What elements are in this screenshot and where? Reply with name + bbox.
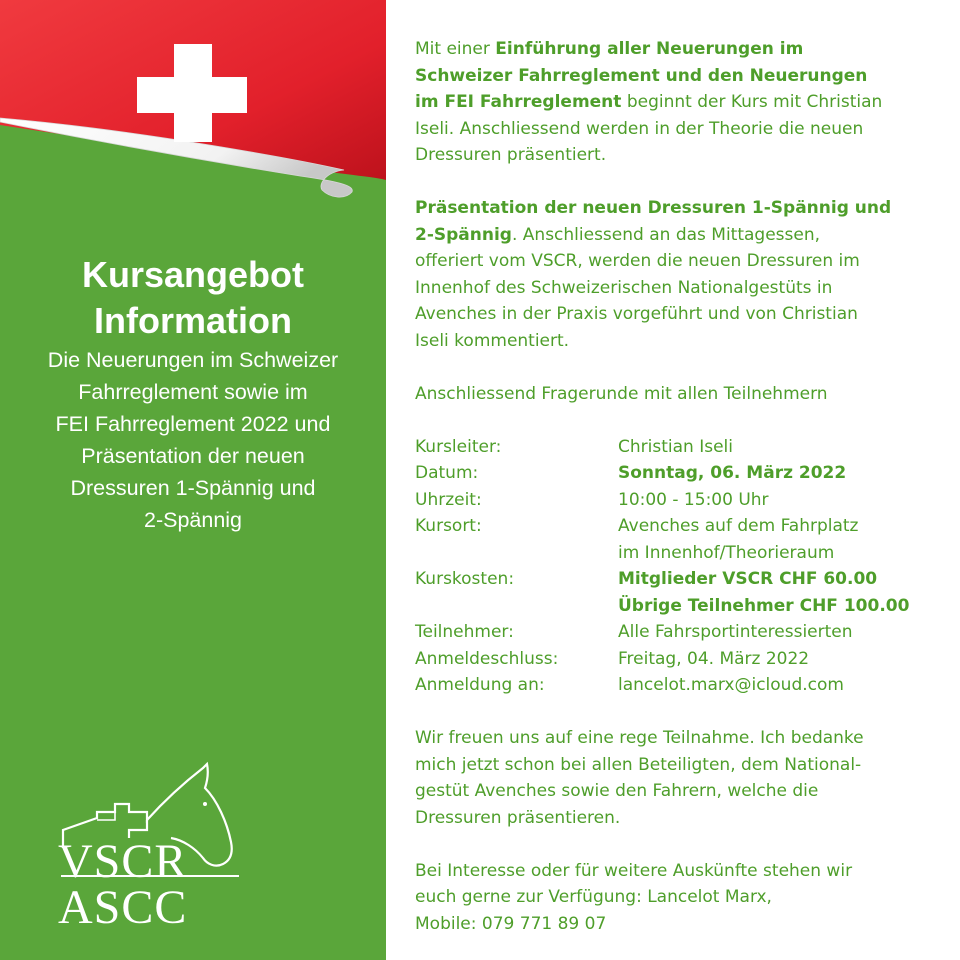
intro-text: beginnt der Kurs mit Christian xyxy=(621,92,883,112)
detail-row-uhrzeit xyxy=(415,487,945,514)
detail-value: Freitag, 04. März 2022 xyxy=(618,648,810,669)
logo-vscr: VSCR xyxy=(58,835,188,888)
contact-text: Bei Interesse oder für weitere Auskünfte stehen wir xyxy=(415,860,853,881)
detail-value: Christian Iseli xyxy=(618,436,733,457)
thanks-text: mich jetzt schon bei allen Beteiligten, dem National- xyxy=(415,754,862,775)
detail-value: Avenches auf dem Fahrplatz xyxy=(618,516,859,536)
detail-row-kurskosten xyxy=(415,566,945,593)
presentation-text: Iseli kommentiert. xyxy=(415,330,570,351)
detail-row-teilnehmer xyxy=(415,619,945,646)
detail-row-kursort-2 xyxy=(415,540,945,567)
detail-label: Kurskosten: xyxy=(415,569,515,589)
intro-paragraph xyxy=(415,36,945,169)
intro-text: Iseli. Anschliessend werden in der Theorie die neuen xyxy=(415,118,864,139)
presentation-text: Innenhof des Schweizerischen Nationalgestüts in xyxy=(415,277,833,298)
presentation-bold: 2-Spännig xyxy=(415,224,512,245)
content-column xyxy=(415,36,945,937)
subtitle-line: FEI Fahrreglement 2022 und xyxy=(55,412,331,436)
left-panel xyxy=(0,0,386,960)
detail-value: im Innenhof/Theorieraum xyxy=(618,542,835,563)
logo-ascc: ASCC xyxy=(58,881,188,934)
detail-label: Kursort: xyxy=(415,516,482,536)
intro-text: Dressuren präsentiert. xyxy=(415,145,607,165)
contact-paragraph xyxy=(415,858,945,938)
course-subtitle xyxy=(0,344,386,536)
presentation-text: . Anschliessend an das Mittagessen, xyxy=(511,224,821,245)
contact-text: Mobile: 079 771 89 07 xyxy=(415,913,607,934)
presentation-paragraph xyxy=(415,195,945,354)
detail-label: Anmeldeschluss: xyxy=(415,648,559,669)
thanks-text: Wir freuen uns auf eine rege Teilnahme. Ich bedanke xyxy=(415,728,864,748)
detail-value: Sonntag, 06. März 2022 xyxy=(618,463,847,483)
detail-label: Datum: xyxy=(415,463,479,483)
subtitle-line: Die Neuerungen im Schweizer xyxy=(47,348,339,372)
intro-text: Mit einer xyxy=(415,39,496,59)
subtitle-line: Fahrreglement sowie im xyxy=(78,380,308,404)
presentation-text: offeriert vom VSCR, werden die neuen Dressuren im xyxy=(415,251,860,271)
detail-label: Uhrzeit: xyxy=(415,489,482,510)
course-details xyxy=(415,434,945,699)
email-value: lancelot.marx@icloud.com xyxy=(618,675,844,695)
subtitle-line: 2-Spännig xyxy=(143,508,243,532)
detail-label: Teilnehmer: xyxy=(415,622,514,642)
detail-row-kursleiter xyxy=(415,434,945,461)
detail-label: Kursleiter: xyxy=(415,436,502,457)
detail-value: Alle Fahrsportinteressierten xyxy=(618,622,853,642)
detail-row-kurskosten-2 xyxy=(415,593,945,620)
detail-value: 10:00 - 15:00 Uhr xyxy=(618,489,769,510)
thanks-text: Dressuren präsentieren. xyxy=(415,807,621,828)
contact-text: euch gerne zur Verfügung: Lancelot Marx, xyxy=(415,887,772,907)
subtitle-line: Präsentation der neuen xyxy=(81,444,305,468)
thanks-text: gestüt Avenches sowie den Fahrern, welche die xyxy=(415,781,819,801)
detail-row-anmeldeschluss xyxy=(415,646,945,673)
questions-paragraph: Anschliessend Fragerunde mit allen Teilnehmern xyxy=(415,383,828,404)
detail-row-datum xyxy=(415,460,945,487)
subtitle-line: Dressuren 1-Spännig und xyxy=(70,476,316,500)
presentation-text: Avenches in der Praxis vorgeführt und von Christian xyxy=(415,304,858,324)
title-kursangebot: Kursangebot xyxy=(81,254,304,295)
intro-bold: im FEI Fahrreglement xyxy=(415,92,622,112)
detail-value: Mitglieder VSCR CHF 60.00 xyxy=(618,569,878,589)
presentation-bold: Präsentation der neuen Dressuren 1-Spännig und xyxy=(415,198,892,218)
detail-label: Anmeldung an: xyxy=(415,675,545,695)
intro-bold: Schweizer Fahrreglement und den Neuerungen xyxy=(415,65,868,86)
detail-row-kursort xyxy=(415,513,945,540)
detail-row-anmeldung xyxy=(415,672,945,699)
title-information: Information xyxy=(94,300,292,341)
detail-value: Übrige Teilnehmer CHF 100.00 xyxy=(618,595,910,616)
thanks-paragraph xyxy=(415,725,945,831)
intro-bold: Einführung aller Neuerungen im xyxy=(495,39,804,59)
